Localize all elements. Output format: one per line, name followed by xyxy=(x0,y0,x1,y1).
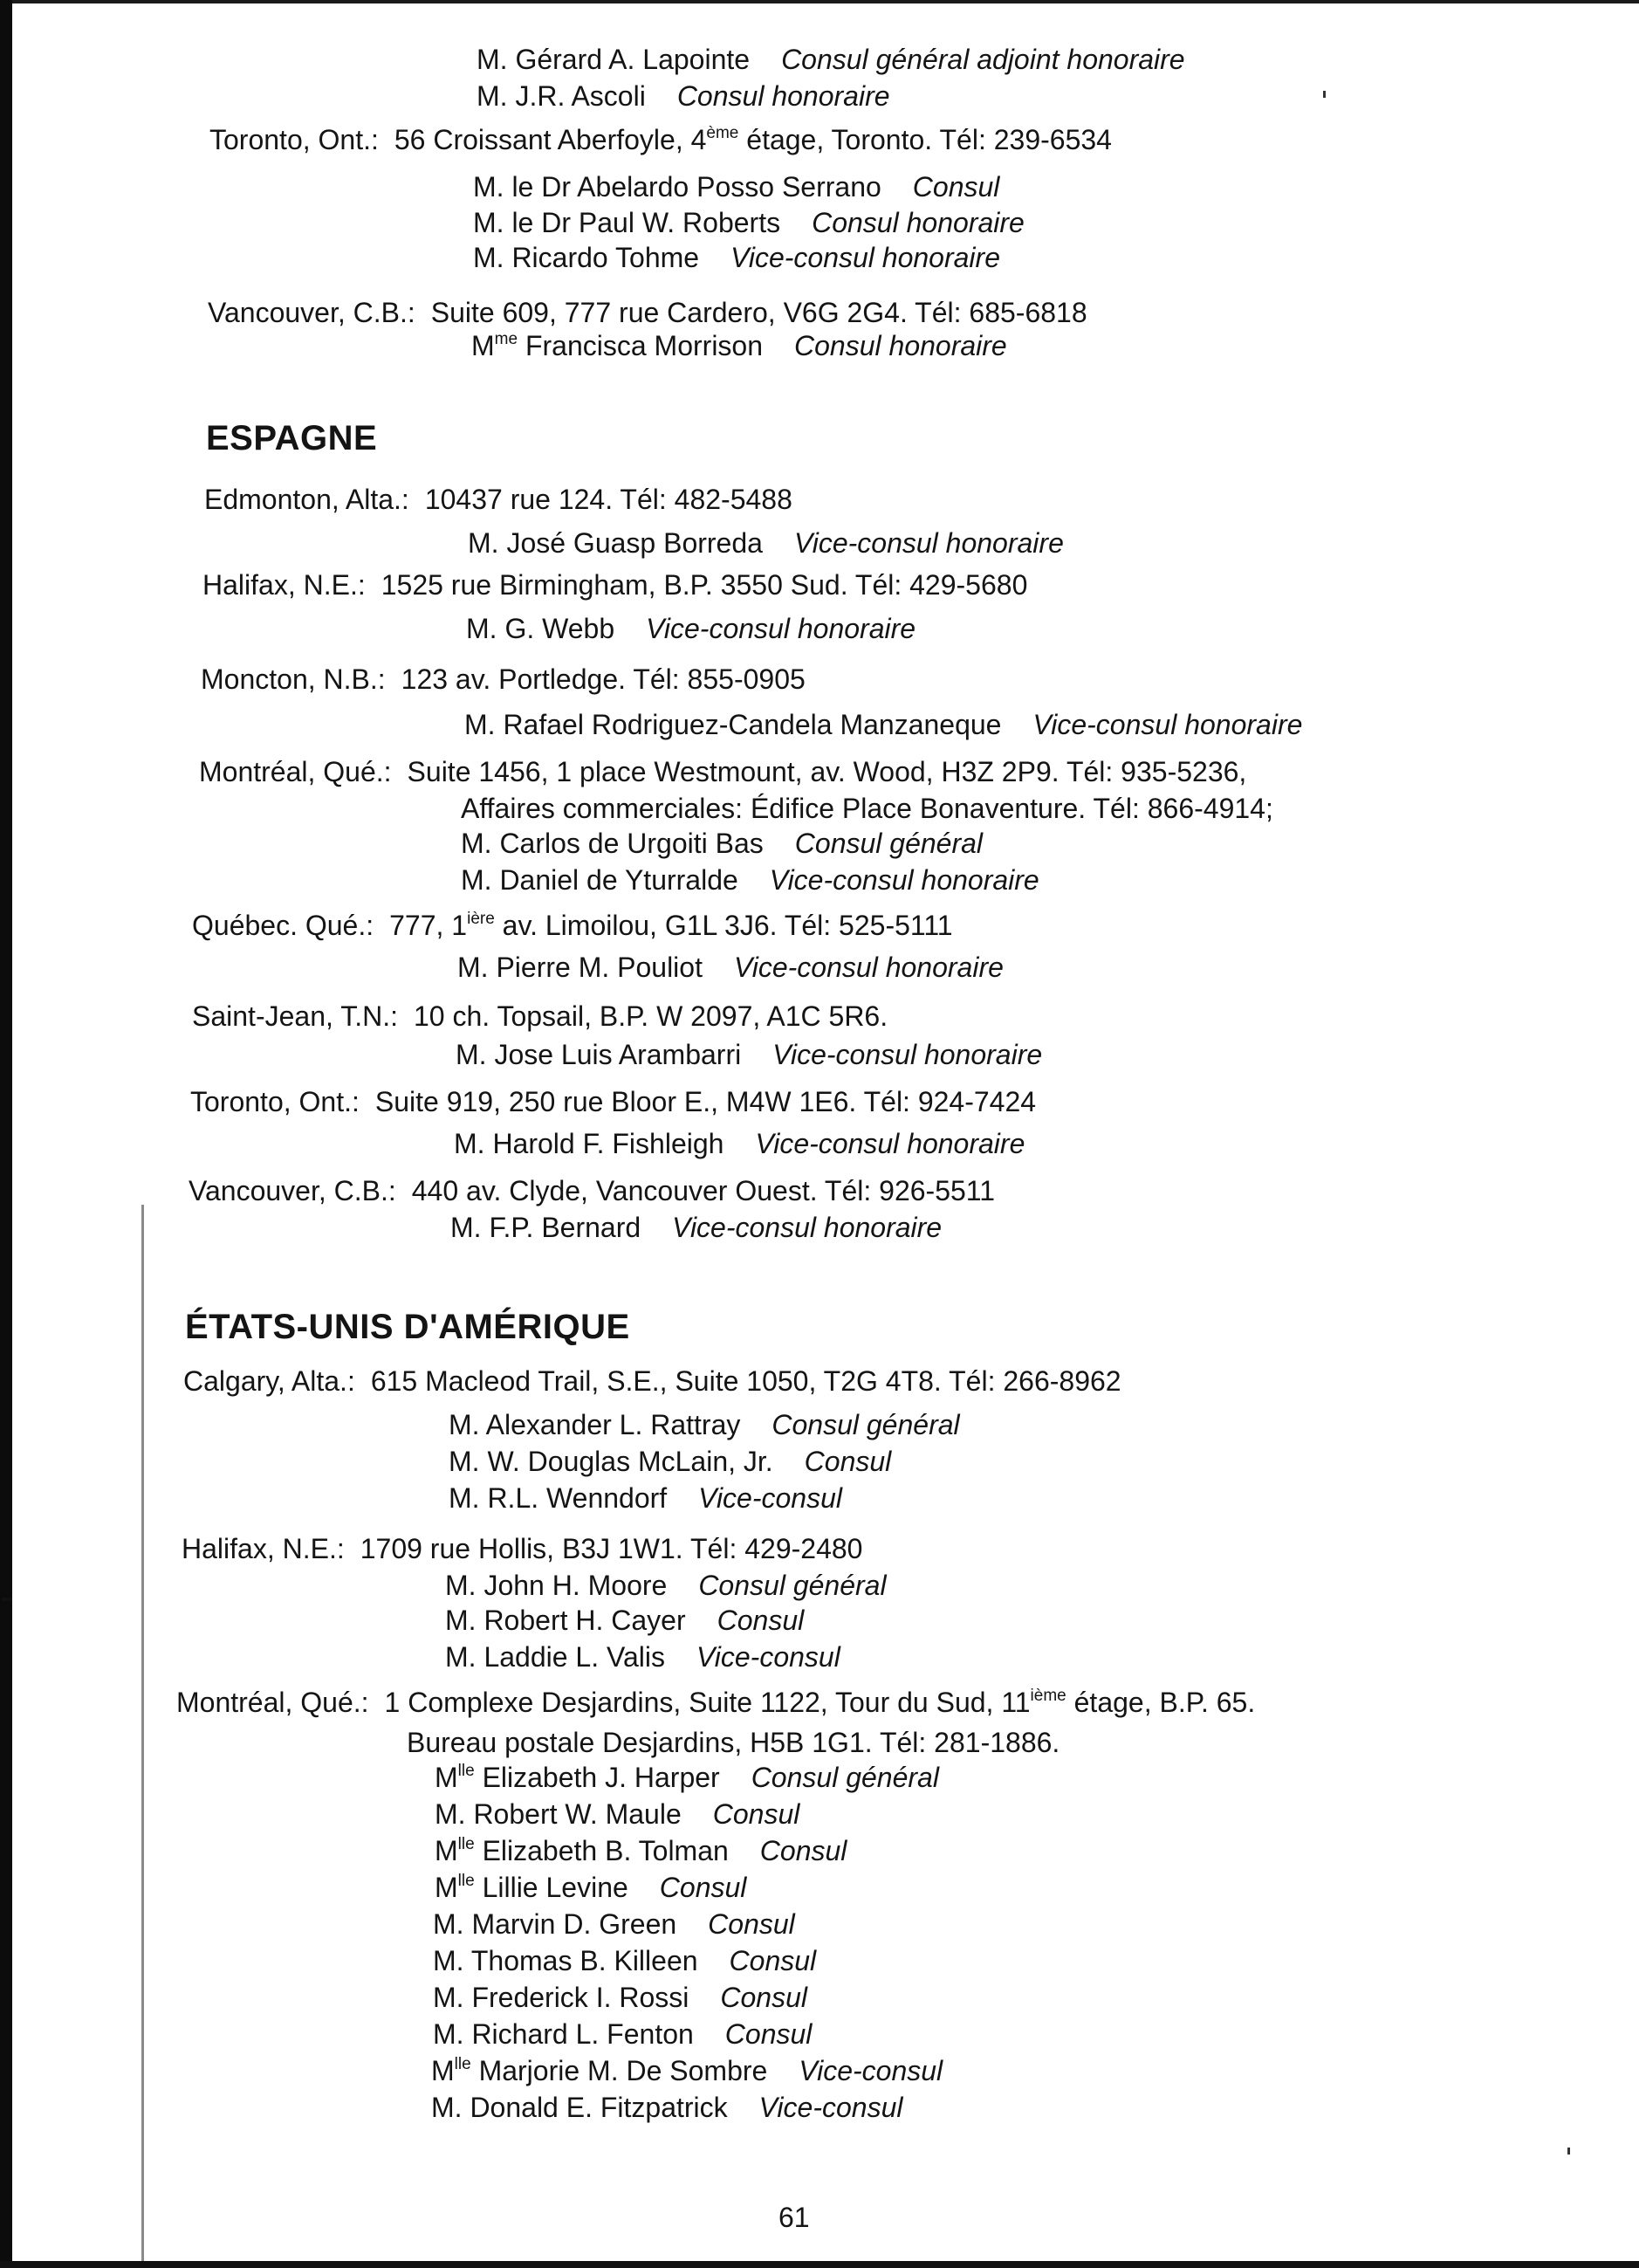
office-city: Vancouver, C.B.: xyxy=(208,297,415,328)
official-name: M. W. Douglas McLain, Jr. xyxy=(449,1446,773,1477)
official-title: Vice-consul honoraire xyxy=(755,1128,1025,1159)
official-title: Vice-consul honoraire xyxy=(793,527,1064,559)
address-continuation: Affaires commerciales: Édifice Place Bonaventure. Tél: 866-4914; xyxy=(461,793,1273,824)
official-title: Consul général adjoint honoraire xyxy=(781,44,1185,75)
official-title: Vice-consul xyxy=(799,2055,943,2086)
office-address: Suite 1456, 1 place Westmount, av. Wood, H3Z 2P9. Tél: 935-5236, xyxy=(407,756,1247,787)
official-entry xyxy=(433,2017,812,2052)
official-title: Consul xyxy=(712,1798,800,1830)
office-address: 440 av. Clyde, Vancouver Ouest. Tél: 926-5511 xyxy=(411,1175,995,1206)
official-entry xyxy=(435,1833,847,1868)
official-entry xyxy=(477,42,1185,77)
office-address: 10437 rue 124. Tél: 482-5488 xyxy=(424,484,792,515)
official-title: Consul xyxy=(759,1835,847,1866)
scan-speck xyxy=(1567,2148,1570,2155)
office-city: Toronto, Ont.: xyxy=(209,124,379,155)
office-address: Suite 609, 777 rue Cardero, V6G 2G4. Tél: 685-6818 xyxy=(430,297,1087,328)
office-line xyxy=(182,1531,862,1566)
official-name: M. José Guasp Borreda xyxy=(468,527,763,559)
office-line xyxy=(202,567,1027,602)
official-title: Consul général xyxy=(771,1409,960,1440)
official-name: M. Jose Luis Arambarri xyxy=(456,1039,742,1070)
official-title: Consul xyxy=(729,1945,817,1976)
official-entry xyxy=(477,79,890,113)
official-title: Vice-consul xyxy=(758,2092,903,2123)
official-title: Consul xyxy=(724,2018,813,2050)
official-entry xyxy=(450,1210,942,1245)
office-line xyxy=(208,295,1087,330)
page-number: 61 xyxy=(778,2202,810,2233)
official-title: Consul xyxy=(720,1982,807,2013)
official-name: M. G. Webb xyxy=(466,613,615,644)
office-line xyxy=(190,1084,1036,1119)
official-entry xyxy=(435,1797,799,1832)
office-city: Saint-Jean, T.N.: xyxy=(192,1000,398,1032)
official-entry xyxy=(445,1639,840,1674)
official-title: Vice-consul honoraire xyxy=(672,1212,943,1243)
scan-margin-mark xyxy=(2,1598,12,1601)
official-name: M. John H. Moore xyxy=(445,1570,668,1601)
official-entry xyxy=(449,1407,960,1442)
official-entry xyxy=(435,1870,746,1905)
office-line xyxy=(209,122,1112,157)
official-entry xyxy=(445,1603,804,1638)
office-address: 777, $1^{ière}$ av. Limoilou, G1L 3J6. Tél: 525-5111 xyxy=(389,910,953,941)
official-title: Consul xyxy=(804,1446,892,1477)
official-name: M. Alexander L. Rattray xyxy=(449,1409,741,1440)
address-continuation: Bureau postale Desjardins, H5B 1G1. Tél: 281-1886. xyxy=(407,1727,1060,1758)
official-entry xyxy=(456,1037,1042,1072)
official-entry xyxy=(449,1444,891,1479)
official-name: M. Richard L. Fenton xyxy=(433,2018,694,2050)
office-address: 10 ch. Topsail, B.P. W 2097, A1C 5R6. xyxy=(413,1000,888,1032)
official-name: M. Harold F. Fishleigh xyxy=(454,1128,724,1159)
official-entry xyxy=(471,328,1007,363)
official-title: Consul xyxy=(708,1908,795,1940)
official-entry xyxy=(464,707,1302,742)
official-name: $M^{me}$ Francisca Morrison xyxy=(471,330,764,361)
office-line xyxy=(192,999,888,1034)
office-address: Suite 919, 250 rue Bloor E., M4W 1E6. Tél: 924-7424 xyxy=(374,1086,1037,1117)
office-city: Calgary, Alta.: xyxy=(183,1365,355,1397)
official-name: M. Laddie L. Valis xyxy=(445,1641,665,1673)
office-city: Montréal, Qué.: xyxy=(176,1687,369,1718)
office-line xyxy=(192,908,953,943)
official-title: Consul général xyxy=(794,828,984,859)
official-entry xyxy=(431,2053,943,2088)
office-line xyxy=(204,482,792,517)
official-name: M. R.L. Wenndorf xyxy=(449,1482,668,1514)
office-address: 615 Macleod Trail, S.E., Suite 1050, T2G 4T8. Tél: 266-8962 xyxy=(370,1365,1121,1397)
office-city: Edmonton, Alta.: xyxy=(204,484,409,515)
official-name: M. Gérard A. Lapointe xyxy=(477,44,751,75)
office-city: Halifax, N.E.: xyxy=(202,569,366,601)
official-name: $M^{lle}$ Elizabeth B. Tolman xyxy=(435,1835,729,1866)
official-name: M. Marvin D. Green xyxy=(433,1908,677,1940)
official-entry xyxy=(431,2090,902,2125)
official-entry xyxy=(466,611,916,646)
office-line xyxy=(189,1173,995,1208)
official-title: Vice-consul honoraire xyxy=(646,613,916,644)
official-title: Vice-consul honoraire xyxy=(730,242,1000,273)
official-name: M. Pierre M. Pouliot xyxy=(457,952,703,983)
official-name: M. Frederick I. Rossi xyxy=(433,1982,689,2013)
office-line xyxy=(183,1364,1121,1399)
official-entry xyxy=(468,526,1064,560)
office-city: Toronto, Ont.: xyxy=(190,1086,360,1117)
official-title: Vice-consul honoraire xyxy=(1032,709,1303,740)
scan-binding-shadow xyxy=(141,1205,144,2268)
scan-bottom-edge xyxy=(0,2261,1639,2268)
official-entry xyxy=(449,1481,842,1515)
official-title: Consul honoraire xyxy=(676,80,890,112)
official-entry xyxy=(445,1568,887,1603)
official-title: Consul xyxy=(717,1605,805,1636)
office-address: 56 Croissant Aberfoyle, 4ème étage, Toronto. Tél: 239-6534 xyxy=(394,124,1112,155)
official-entry xyxy=(473,240,1000,275)
official-entry xyxy=(461,863,1039,897)
office-address: 1525 rue Birmingham, B.P. 3550 Sud. Tél: 429-5680 xyxy=(381,569,1028,601)
official-entry xyxy=(473,205,1025,240)
office-line xyxy=(199,754,1246,789)
official-entry xyxy=(461,826,983,861)
official-title: Consul honoraire xyxy=(794,330,1007,361)
official-name: $M^{lle}$ Lillie Levine xyxy=(435,1872,628,1903)
official-name: M. Carlos de Urgoiti Bas xyxy=(461,828,764,859)
official-name: M. Ricardo Tohme xyxy=(473,242,700,273)
official-entry xyxy=(435,1760,939,1795)
official-title: Vice-consul xyxy=(698,1482,842,1514)
official-name: M. Robert W. Maule xyxy=(435,1798,682,1830)
official-name: M. Daniel de Yturralde xyxy=(461,864,738,896)
official-name: M. J.R. Ascoli xyxy=(477,80,646,112)
office-address: 1 Complexe Desjardins, Suite 1122, Tour du Sud, 11ième étage, B.P. 65. xyxy=(384,1687,1256,1718)
official-name: $M^{lle}$ Marjorie M. De Sombre xyxy=(431,2055,768,2086)
scan-left-binding-edge xyxy=(0,0,12,2268)
official-title: Consul honoraire xyxy=(812,207,1025,238)
official-entry xyxy=(433,1907,795,1942)
official-name: M. le Dr Paul W. Roberts xyxy=(473,207,781,238)
country-heading: ESPAGNE xyxy=(206,419,378,457)
official-name: M. Robert H. Cayer xyxy=(445,1605,686,1636)
official-title: Consul général xyxy=(751,1762,939,1793)
office-address: 123 av. Portledge. Tél: 855-0905 xyxy=(401,663,806,695)
official-title: Consul xyxy=(659,1872,747,1903)
office-city: Québec. Qué.: xyxy=(192,910,374,941)
office-city: Montréal, Qué.: xyxy=(199,756,392,787)
official-entry xyxy=(454,1126,1025,1161)
office-city: Halifax, N.E.: xyxy=(182,1533,345,1564)
scan-speck xyxy=(1323,91,1326,98)
office-city: Moncton, N.B.: xyxy=(201,663,386,695)
official-entry xyxy=(473,169,999,204)
office-city: Vancouver, C.B.: xyxy=(189,1175,396,1206)
official-name: M. le Dr Abelardo Posso Serrano xyxy=(473,171,881,203)
official-name: M. Thomas B. Killeen xyxy=(433,1945,698,1976)
official-name: M. F.P. Bernard xyxy=(450,1212,641,1243)
office-line xyxy=(201,662,806,697)
official-title: Vice-consul honoraire xyxy=(733,952,1004,983)
official-title: Vice-consul honoraire xyxy=(772,1039,1043,1070)
official-name: $M^{lle}$ Elizabeth J. Harper xyxy=(435,1762,720,1793)
official-title: Vice-consul xyxy=(696,1641,840,1673)
official-title: Consul xyxy=(912,171,1000,203)
official-name: M. Rafael Rodriguez-Candela Manzaneque xyxy=(464,709,1002,740)
official-title: Vice-consul honoraire xyxy=(769,864,1039,896)
scan-top-edge xyxy=(0,0,1639,3)
official-entry xyxy=(433,1943,816,1978)
official-title: Consul général xyxy=(698,1570,887,1601)
office-address: 1709 rue Hollis, B3J 1W1. Tél: 429-2480 xyxy=(360,1533,863,1564)
official-entry xyxy=(457,950,1004,985)
official-entry xyxy=(433,1980,807,2015)
country-heading: ÉTATS-UNIS D'AMÉRIQUE xyxy=(185,1308,630,1346)
office-line xyxy=(176,1685,1255,1720)
official-name: M. Donald E. Fitzpatrick xyxy=(431,2092,728,2123)
